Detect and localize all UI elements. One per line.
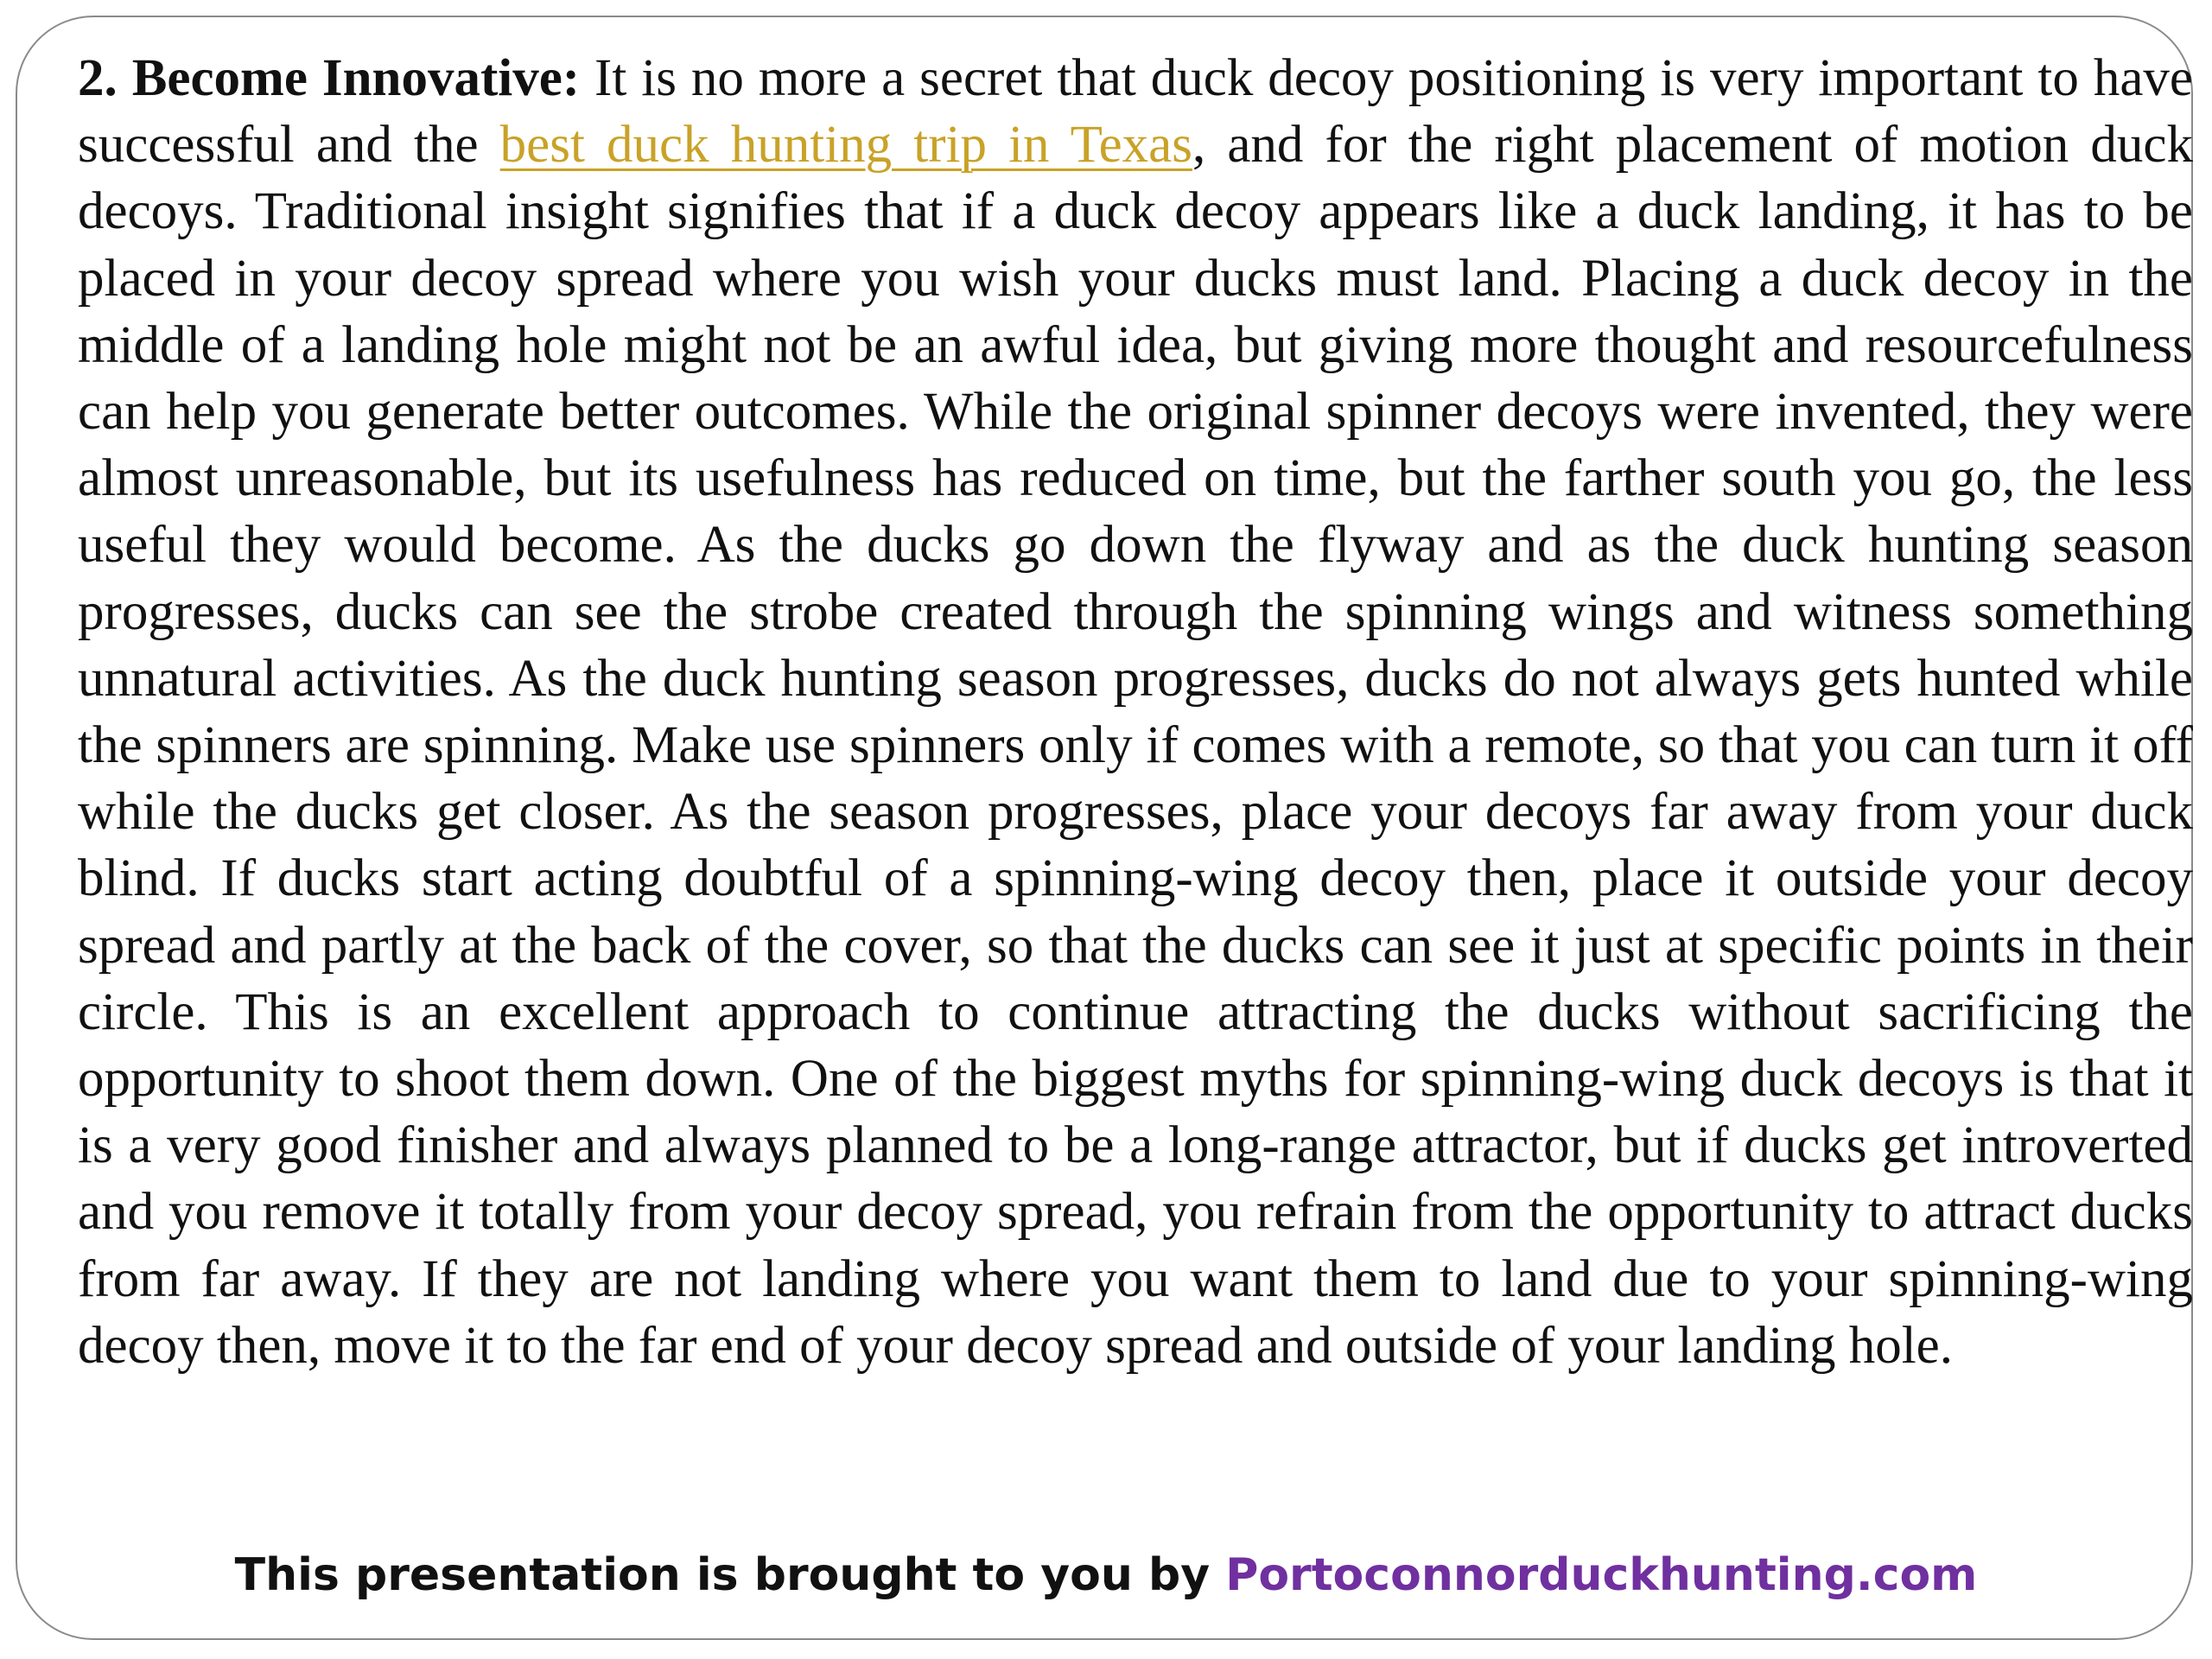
footer-site-link[interactable]: Portoconnorduckhunting.com	[1225, 1549, 1978, 1601]
paragraph-text-intro: It is no more a secret that duck decoy positioning is very important to have successful and the	[78, 49, 2193, 175]
duck-hunting-trip-link[interactable]: best duck hunting trip in Texas	[499, 116, 1192, 175]
paragraph-text-body: , and for the right placement of motion duck decoys. Traditional insight signifies that if a duck decoy appears like a duck landing, it has to be placed in your decoy spread where you wish your ducks must land. Placing a duck decoy in the middle of a landing hole might not be an awful idea, but giving more thought and resourcefulness can help you generate better outcomes. While the original spinner decoys were invented, they were almost unreasonable, but its usefulness has reduced on time, but the farther south you go, the less useful they would become. As the ducks go down the flyway and as the duck hunting season progresses, ducks can see the strobe created through the spinning wings and witness something unnatural activities. As the duck hunting season progresses, ducks do not always gets hunted while the spinners are spinning. Make use spinners only if comes with a remote, so that you can turn it off while the ducks get closer. As the season progresses, place your decoys far away from your duck blind. If ducks start acting doubtful of a spinning-wing decoy then, place it outside your decoy spread and partly at the back of the cover, so that the ducks can see it just at specific points in their circle. This is an excellent approach to continue attracting the ducks without sacrificing the opportunity to shoot them down. One of the biggest myths for spinning-wing duck decoys is that it is a very good finisher and always planned to be a long-range attractor, but if ducks get introverted and you remove it totally from your decoy spread, you refrain from the opportunity to attract ducks from far away. If they are not landing where you want them to land due to your spinning-wing decoy then, move it to the far end of your decoy spread and outside of your landing hole.	[78, 116, 2193, 1375]
footer-prefix: This presentation is brought to you by	[234, 1549, 1226, 1601]
footer-credit	[0, 1545, 2212, 1605]
article-paragraph	[78, 45, 2193, 1379]
section-heading: 2. Become Innovative:	[78, 49, 581, 107]
